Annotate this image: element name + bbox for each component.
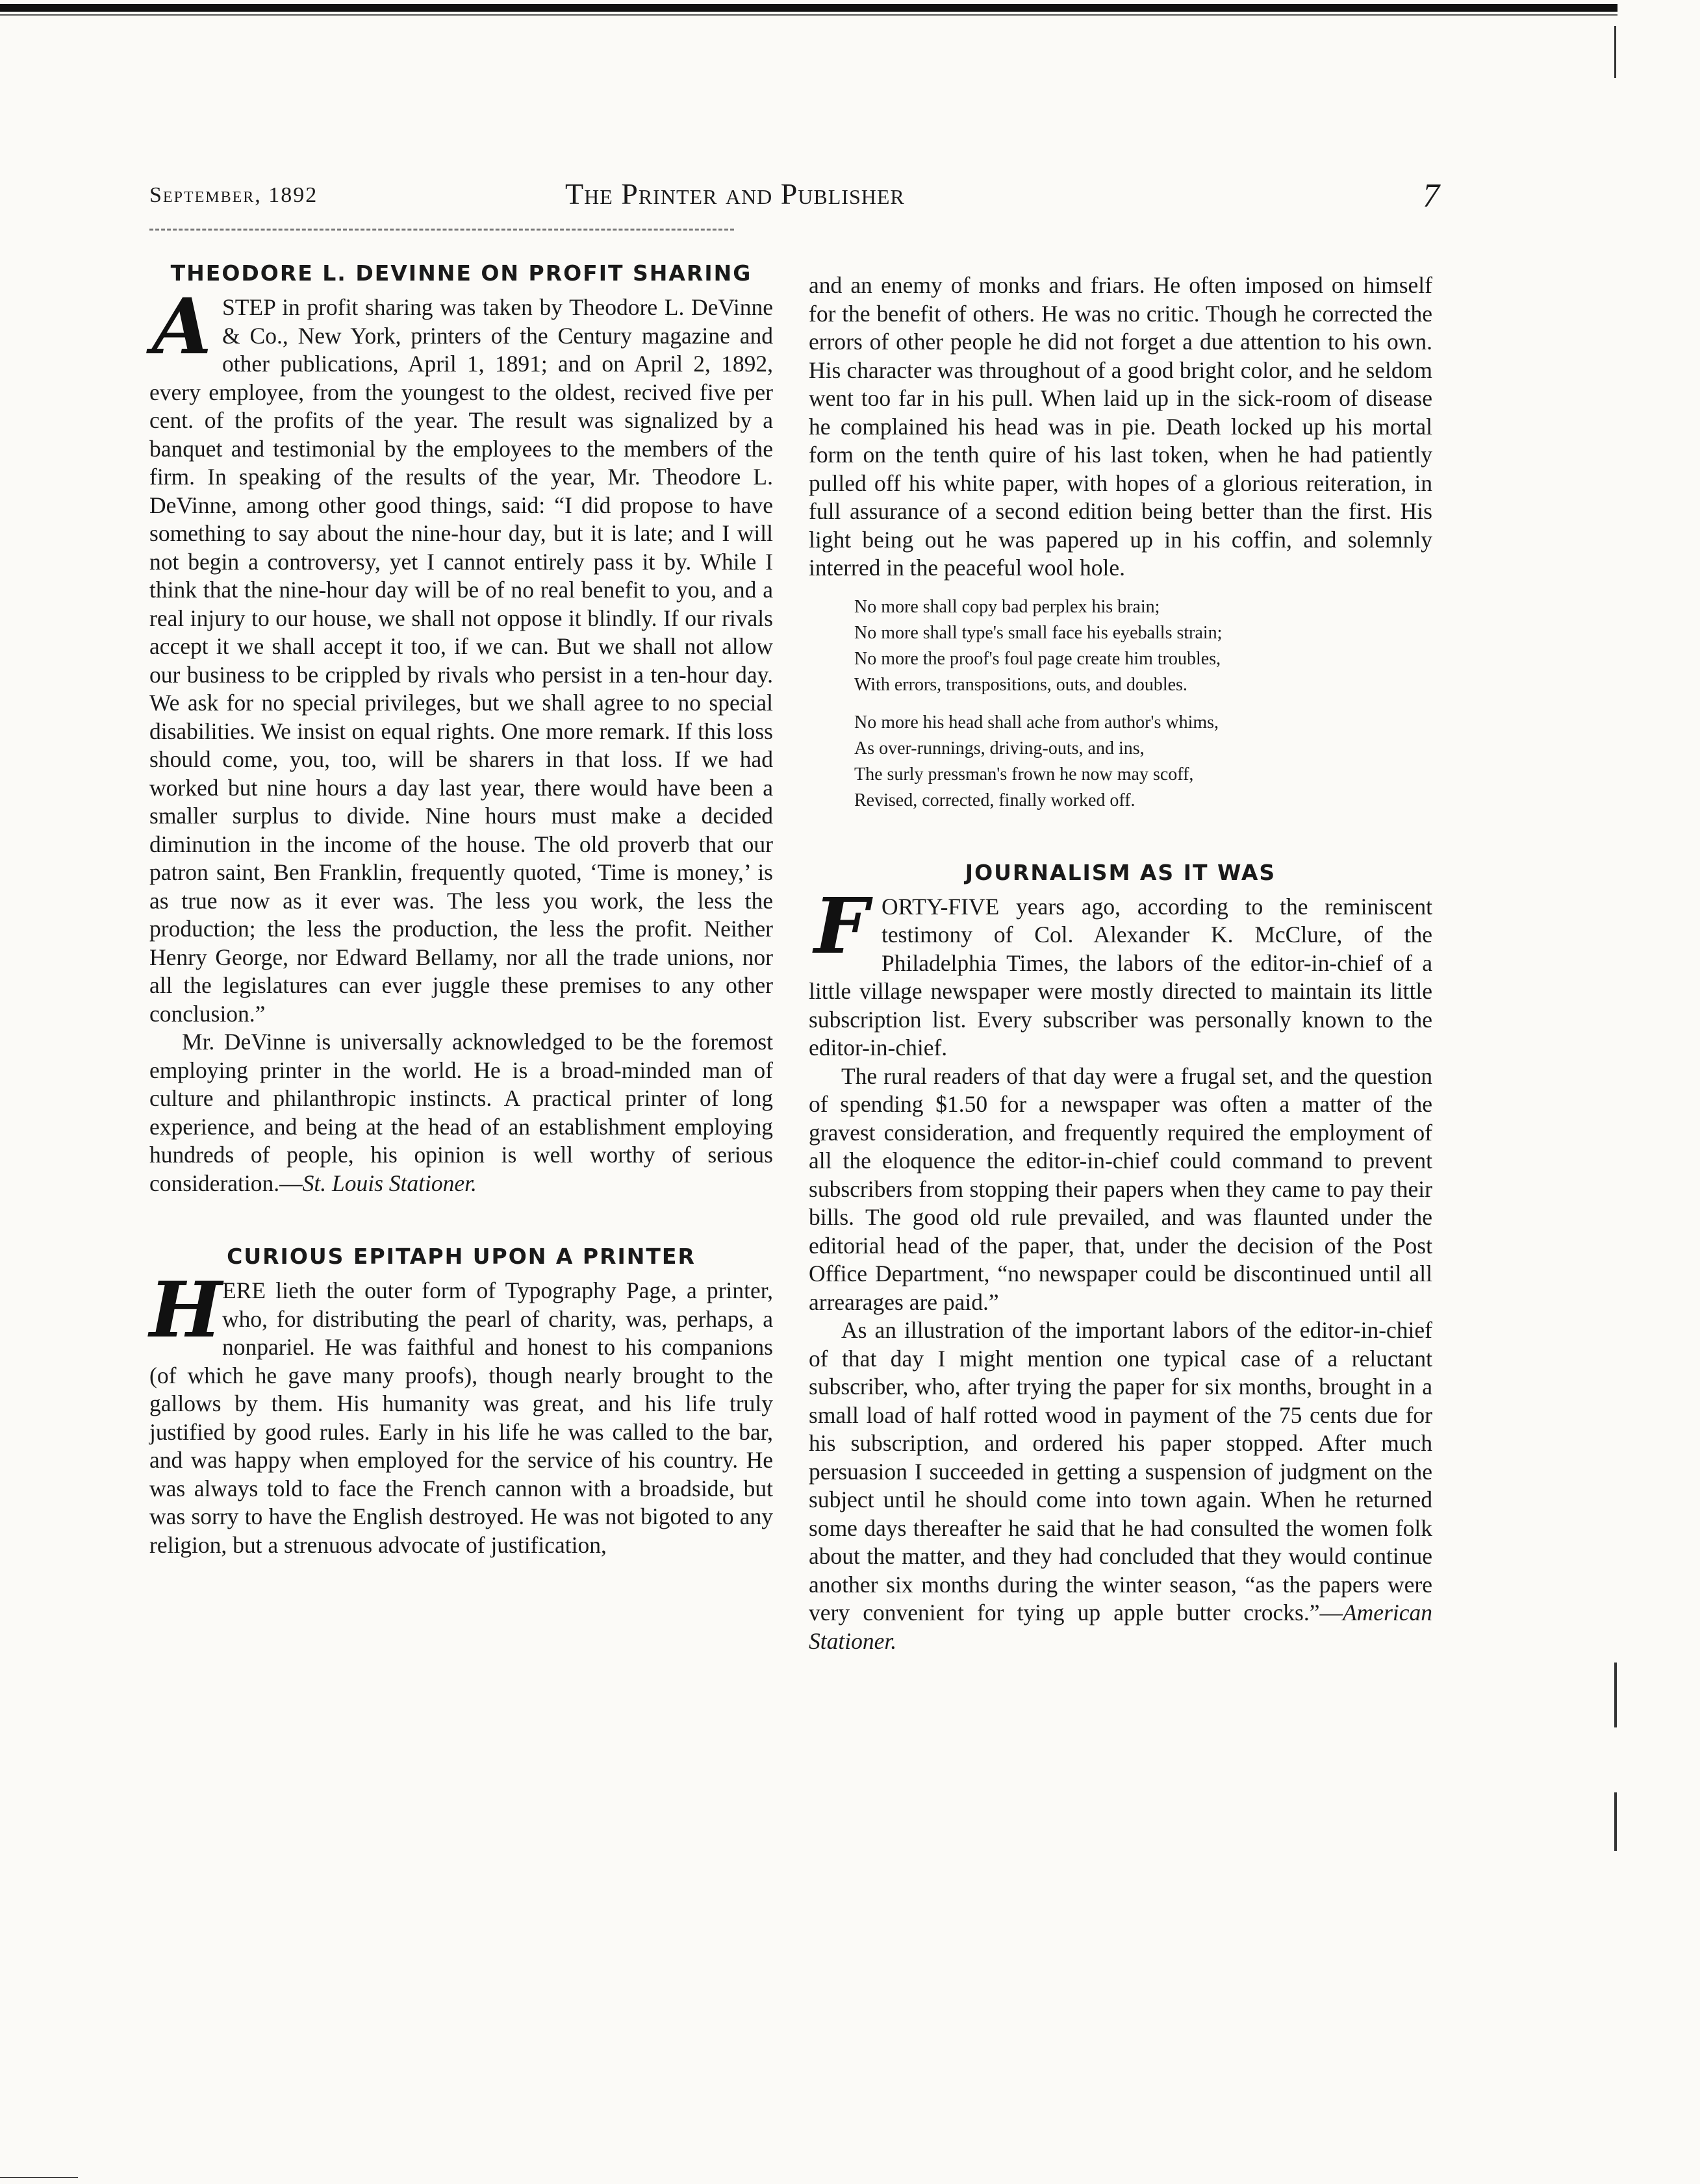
devinne-paragraph-2 <box>149 1028 773 1198</box>
journalism-paragraph-3 <box>809 1316 1432 1655</box>
poem-line: No more shall type's small face his eyeballs strain; <box>854 622 1223 643</box>
epitaph-paragraph-1 <box>149 1264 773 1559</box>
devinne-text-2: Mr. DeVinne is universally acknowledged to be the foremost employing printer in the world. He is a broad-minded man of culture and philanthropic instincts. A practical printer of long experience, and being at the head of an establishment employing hundreds of people, his opinion is well worthy of serious consideration.— <box>149 1029 773 1196</box>
poem-line: The surly pressman's frown he now may scoff, <box>854 764 1194 784</box>
journalism-dropcap: F <box>814 880 869 971</box>
epitaph-text-continued: and an enemy of monks and friars. He often imposed on himself for the benefit of others. He was no critic. Though he corrected the errors of other people he did not forget a due attention to his own. His character was throughout of a good bright color, and he seldom went too far in his pull. When laid up in the sick-room of disease he complained his head was in pie. Death locked up his mortal form on the tenth quire of his last token, when he had patiently pulled off his white paper, with hopes of a glorious reiteration, in full assurance of a second edition being better than the first. His light being out he was papered up in his coffin, and solemnly interred in the peaceful wool hole. <box>809 272 1432 581</box>
devinne-heading: THEODORE L. DEVINNE ON PROFIT SHARING <box>170 260 752 286</box>
journalism-paragraph-1 <box>809 880 1432 1062</box>
poem-line: With errors, transpositions, outs, and doubles. <box>854 674 1187 695</box>
publication-title: The Printer and Publisher <box>565 177 905 210</box>
devinne-paragraph-1 <box>149 281 773 1028</box>
page-number: 7 <box>1423 177 1440 214</box>
devinne-credit: St. Louis Stationer. <box>302 1170 477 1196</box>
journalism-heading: JOURNALISM AS IT WAS <box>965 859 1276 885</box>
epitaph-heading: CURIOUS EPITAPH UPON A PRINTER <box>227 1244 696 1269</box>
devinne-dropcap: A <box>152 281 212 371</box>
margin-mark <box>1614 1663 1617 1727</box>
margin-mark <box>1614 1792 1617 1851</box>
poem-line: No more his head shall ache from author's whims, <box>854 712 1219 733</box>
poem-line: No more shall copy bad perplex his brain; <box>854 596 1160 617</box>
top-rule <box>0 4 1618 12</box>
devinne-text-1: STEP in profit sharing was taken by Theodore L. DeVinne & Co., New York, printers of the Century magazine and other publications, April 1, 1891; and on April 2, 1892, every employee, from the youngest to the oldest, recived five per cent. of the profits of the year. The result was signalized by a banquet and testimonial by the employees to the members of the firm. In speaking of the results of the year, Mr. Theodore L. DeVinne, among other good things, said: “I did propose to have something to say about the nine-hour day, but it is late; and I will not begin a controversy, yet I cannot entirely pass it by. While I think that the nine-hour day will be of no real benefit to you, and a real injury to our house, we shall not oppose it blindly. If our rivals accept it we shall accept it too, if we can. But we shall not allow our business to be crippled by rivals who persist in a ten-hour day. We ask for no special privileges, but we shall agree to no special disabilities. We insist on equal rights. One more remark. If this loss should come, you, too, will be sharers in that loss. If we had worked but nine hours a day last year, there would have been a smaller surplus to divide. Nine hours must make a decided diminution in the income of the house. The old proverb that our patron saint, Ben Franklin, frequently quoted, ‘Time is money,’ is as true now as it ever was. The less you work, the less the production; the less the production, the less the profit. Neither Henry George, nor Edward Bellamy, nor all the trade unions, nor all the legislatures can ever juggle these premises to any other conclusion.” <box>149 294 773 1027</box>
epitaph-poem <box>854 594 1432 814</box>
running-head <box>149 177 1449 220</box>
margin-mark <box>1614 26 1616 78</box>
top-rule-thin <box>0 14 1618 16</box>
poem-line: Revised, corrected, finally worked off. <box>854 790 1135 810</box>
epitaph-paragraph-continued <box>809 271 1432 583</box>
epitaph-dropcap: H <box>149 1264 222 1355</box>
left-column <box>149 260 773 1559</box>
head-rule <box>149 229 734 231</box>
right-column <box>809 271 1432 1655</box>
poem-line: As over-runnings, driving-outs, and ins, <box>854 738 1145 759</box>
journalism-text-3: As an illustration of the important labors of the editor-in-chief of that day I might mention one typical case of a reluctant subscriber, who, after trying the paper for six months, brought in a small load of half rotted wood in payment of the 75 cents due for his subscription, and ordered his paper stopped. After much persuasion I succeeded in getting a suspension of judgment on the subject until he should come into town again. When he returned some days thereafter he said that he had consulted the women folk about the matter, and they had concluded that they would continue another six months during the winter season, “as the papers were very convenient for tying up apple butter crocks.”— <box>809 1317 1432 1625</box>
journalism-text-1: ORTY-FIVE years ago, according to the reminiscent testimony of Col. Alexander K. McClure, of the Philadelphia Times, the labors of the editor-in-chief of a little village newspaper were mostly directed to maintain its little subscription list. Every subscriber was personally known to the editor-in-chief. <box>809 893 1432 1061</box>
issue-date: September, 1892 <box>149 183 318 207</box>
journalism-credit: American Stationer. <box>809 1600 1432 1654</box>
bottom-rule <box>0 2177 78 2178</box>
poem-line: No more the proof's foul page create him troubles, <box>854 648 1221 669</box>
journalism-paragraph-2: The rural readers of that day were a frugal set, and the question of spending $1.50 for a newspaper was often a matter of the gravest consideration, and frequently required the employment of all the eloquence the editor-in-chief could command to prevent subscribers from stopping their papers when they came to pay their bills. The good old rule prevailed, and was flaunted under the editorial head of the paper, that, under the decision of the Post Office Department, “no newspaper could be discontinued until all arrearages are paid.” <box>809 1062 1432 1315</box>
epitaph-text-1: ERE lieth the outer form of Typography Page, a printer, who, for distributing the pearl of charity, was, perhaps, a nonpariel. He was faithful and honest to his companions (of which he gave many proofs), though nearly brought to the gallows by them. His humanity was great, and his life truly justified by good rules. Early in his life he was called to the bar, and was happy when employed for the service of his country. He was always told to face the French cannon with a broadside, but was sorry to have the English destroyed. He was not bigoted to any religion, but a strenuous advocate of justification, <box>149 1277 773 1558</box>
